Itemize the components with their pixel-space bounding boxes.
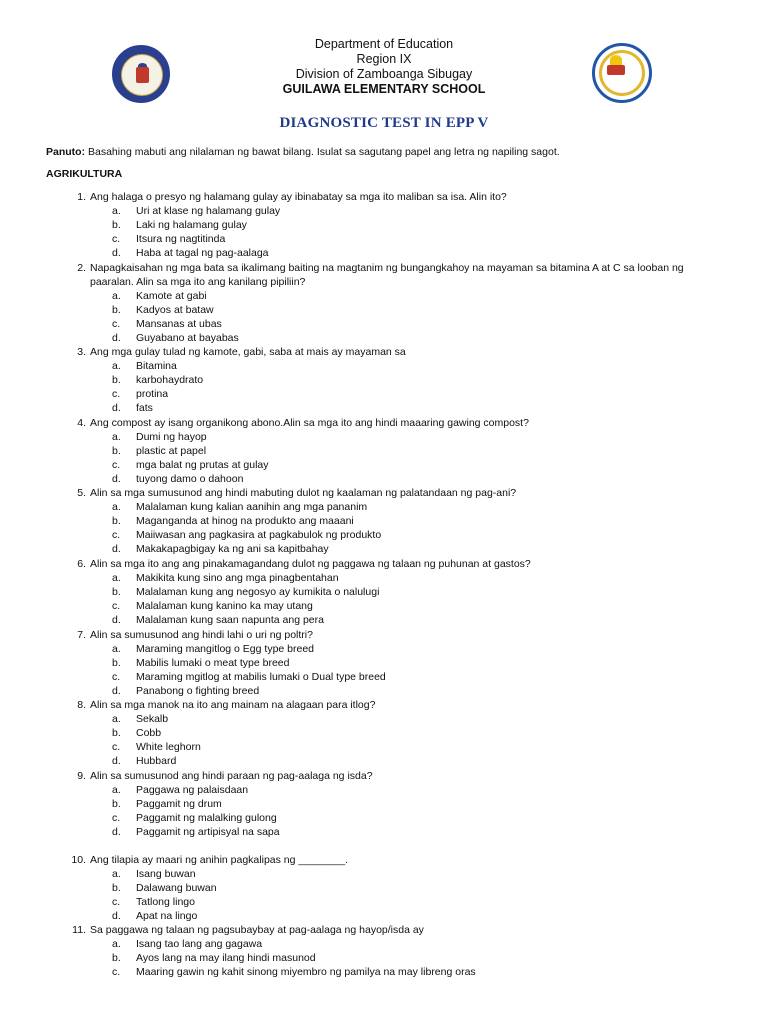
- option-letter: d.: [112, 685, 121, 697]
- question-text: Ang halaga o presyo ng halamang gulay ay ibinabatay sa mga ito maliban sa isa. Alin ito?: [90, 191, 507, 203]
- question-text: Alin sa sumusunod ang hindi paraan ng pag-aalaga ng isda?: [90, 770, 373, 782]
- option-letter: a.: [112, 290, 121, 302]
- option-text: karbohaydrato: [136, 374, 204, 386]
- question-number: 9.: [77, 770, 86, 782]
- option-text: protina: [136, 388, 169, 400]
- option-text: Dumi ng hayop: [136, 431, 207, 443]
- option-text: mga balat ng prutas at gulay: [136, 459, 269, 471]
- option-text: Itsura ng nagtitinda: [136, 233, 226, 245]
- option-text: Mansanas at ubas: [136, 318, 222, 330]
- option-text: Malalaman kung saan napunta ang pera: [136, 614, 324, 626]
- option-text: Kadyos at bataw: [136, 304, 214, 316]
- option-letter: c.: [112, 459, 121, 471]
- option-text: Isang buwan: [136, 868, 196, 880]
- instructions: [46, 146, 560, 158]
- option-letter: b.: [112, 952, 121, 964]
- option-letter: a.: [112, 205, 121, 217]
- option-text: Dalawang buwan: [136, 882, 217, 894]
- option-letter: d.: [112, 826, 121, 838]
- option-letter: d.: [112, 614, 121, 626]
- question-number: 8.: [77, 699, 86, 711]
- document-title: DIAGNOSTIC TEST IN EPP V: [279, 115, 489, 131]
- option-letter: d.: [112, 910, 121, 922]
- option-letter: a.: [112, 938, 121, 950]
- question-number: 4.: [77, 417, 86, 429]
- question-text: Alin sa mga manok na ito ang mainam na alagaan para itlog?: [90, 699, 376, 711]
- question-number: 10.: [71, 854, 86, 866]
- option-letter: c.: [112, 812, 121, 824]
- option-text: Sekalb: [136, 713, 169, 725]
- question-number: 2.: [77, 262, 86, 274]
- question-number: 3.: [77, 346, 86, 358]
- option-text: Panabong o fighting breed: [136, 685, 260, 697]
- header-line-region: Region IX: [356, 52, 412, 66]
- option-letter: c.: [112, 896, 121, 908]
- section-heading: AGRIKULTURA: [46, 168, 123, 180]
- option-text: Maraming mangitlog o Egg type breed: [136, 643, 315, 655]
- option-text: Maraming mgitlog at mabilis lumaki o Dual type breed: [136, 671, 386, 683]
- option-letter: d.: [112, 755, 121, 767]
- option-letter: c.: [112, 671, 121, 683]
- option-letter: c.: [112, 600, 121, 612]
- option-text: Guyabano at bayabas: [136, 332, 239, 344]
- option-letter: b.: [112, 882, 121, 894]
- option-letter: a.: [112, 431, 121, 443]
- option-text: Haba at tagal ng pag-aalaga: [136, 247, 269, 259]
- option-letter: c.: [112, 529, 121, 541]
- instructions-label: Panuto:: [46, 146, 86, 158]
- instructions-text: Basahing mabuti ang nilalaman ng bawat bilang. Isulat sa sagutang papel ang letra ng napiling sagot.: [85, 146, 560, 158]
- option-text: Isang tao lang ang gagawa: [136, 938, 263, 950]
- option-letter: b.: [112, 798, 121, 810]
- question-text: Sa paggawa ng talaan ng pagsubaybay at pag-aalaga ng hayop/isda ay: [90, 924, 424, 936]
- option-text: Paggamit ng drum: [136, 798, 222, 810]
- header-line-division: Division of Zamboanga Sibugay: [295, 67, 473, 81]
- question-text: Ang tilapia ay maari ng anihin pagkalipas ng ________.: [90, 854, 349, 866]
- option-letter: a.: [112, 501, 121, 513]
- question-text: Alin sa sumusunod ang hindi lahi o uri ng poltri?: [90, 629, 313, 641]
- option-text: fats: [136, 402, 153, 414]
- option-text: Cobb: [136, 727, 162, 739]
- option-letter: b.: [112, 304, 121, 316]
- option-letter: c.: [112, 388, 121, 400]
- option-letter: b.: [112, 586, 121, 598]
- option-text: Hubbard: [136, 755, 177, 767]
- question-text: Alin sa mga ito ang ang pinakamagandang dulot ng paggawa ng talaan ng puhunan at gastos?: [90, 558, 531, 570]
- option-letter: b.: [112, 445, 121, 457]
- option-letter: c.: [112, 318, 121, 330]
- question-text: Ang compost ay isang organikong abono.Alin sa mga ito ang hindi maaaring gawing compost?: [90, 417, 529, 429]
- question-text: Ang mga gulay tulad ng kamote, gabi, saba at mais ay mayaman sa: [90, 346, 406, 358]
- option-letter: d.: [112, 473, 121, 485]
- option-letter: b.: [112, 657, 121, 669]
- option-letter: a.: [112, 643, 121, 655]
- question-number: 6.: [77, 558, 86, 570]
- option-text: Mabilis lumaki o meat type breed: [136, 657, 290, 669]
- option-text: Uri at klase ng halamang gulay: [136, 205, 281, 217]
- option-text: Maiiwasan ang pagkasira at pagkabulok ng produkto: [136, 529, 382, 541]
- option-letter: a.: [112, 360, 121, 372]
- option-letter: a.: [112, 868, 121, 880]
- option-text: Makikita kung sino ang mga pinagbentahan: [136, 572, 339, 584]
- option-text: Paggawa ng palaisdaan: [136, 784, 249, 796]
- option-text: Paggamit ng malalking gulong: [136, 812, 277, 824]
- option-letter: d.: [112, 247, 121, 259]
- question-text: Alin sa mga sumusunod ang hindi mabuting dulot ng kaalaman ng palatandaan ng pag-ani?: [90, 487, 517, 499]
- option-text: Ayos lang na may ilang hindi masunod: [136, 952, 316, 964]
- option-letter: b.: [112, 515, 121, 527]
- option-letter: b.: [112, 219, 121, 231]
- option-text: Tatlong lingo: [136, 896, 195, 908]
- option-letter: a.: [112, 572, 121, 584]
- option-letter: c.: [112, 233, 121, 245]
- option-letter: c.: [112, 741, 121, 753]
- option-letter: b.: [112, 374, 121, 386]
- option-text: Bitamina: [136, 360, 177, 372]
- option-text: Maganganda at hinog na produkto ang maaani: [136, 515, 354, 527]
- option-text: Malalaman kung kanino ka may utang: [136, 600, 313, 612]
- option-text: Makakapagbigay ka ng ani sa kapitbahay: [136, 543, 329, 555]
- option-text: Kamote at gabi: [136, 290, 207, 302]
- option-text: White leghorn: [136, 741, 201, 753]
- option-text: Laki ng halamang gulay: [136, 219, 247, 231]
- option-text: Paggamit ng artipisyal na sapa: [136, 826, 280, 838]
- school-name: GUILAWA ELEMENTARY SCHOOL: [282, 82, 486, 96]
- option-letter: a.: [112, 713, 121, 725]
- question-number: 11.: [72, 924, 86, 936]
- question-number: 1.: [77, 191, 86, 203]
- option-text: Maaring gawin ng kahit sinong miyembro ng pamilya na may libreng oras: [136, 966, 476, 978]
- option-letter: d.: [112, 543, 121, 555]
- option-text: tuyong damo o dahoon: [136, 473, 244, 485]
- option-text: plastic at papel: [136, 445, 207, 457]
- option-letter: d.: [112, 332, 121, 344]
- question-text: Napagkaisahan ng mga bata sa ikalimang baiting na magtanim ng bungangkahoy na mayaman sa bitamina A at C sa looban ng paaralan. Alin sa mga ito ang kanilang pipiliin?: [90, 262, 684, 288]
- option-letter: d.: [112, 402, 121, 414]
- option-letter: a.: [112, 784, 121, 796]
- header-line-department: Department of Education: [314, 37, 454, 51]
- option-text: Apat na lingo: [136, 910, 198, 922]
- option-letter: c.: [112, 966, 121, 978]
- option-letter: b.: [112, 727, 121, 739]
- question-number: 7.: [77, 629, 86, 641]
- option-text: Malalaman kung kalian aanihin ang mga pananim: [136, 501, 368, 513]
- question-number: 5.: [77, 487, 86, 499]
- letterhead: [0, 37, 768, 97]
- option-text: Malalaman kung ang negosyo ay kumikita o nalulugi: [136, 586, 380, 598]
